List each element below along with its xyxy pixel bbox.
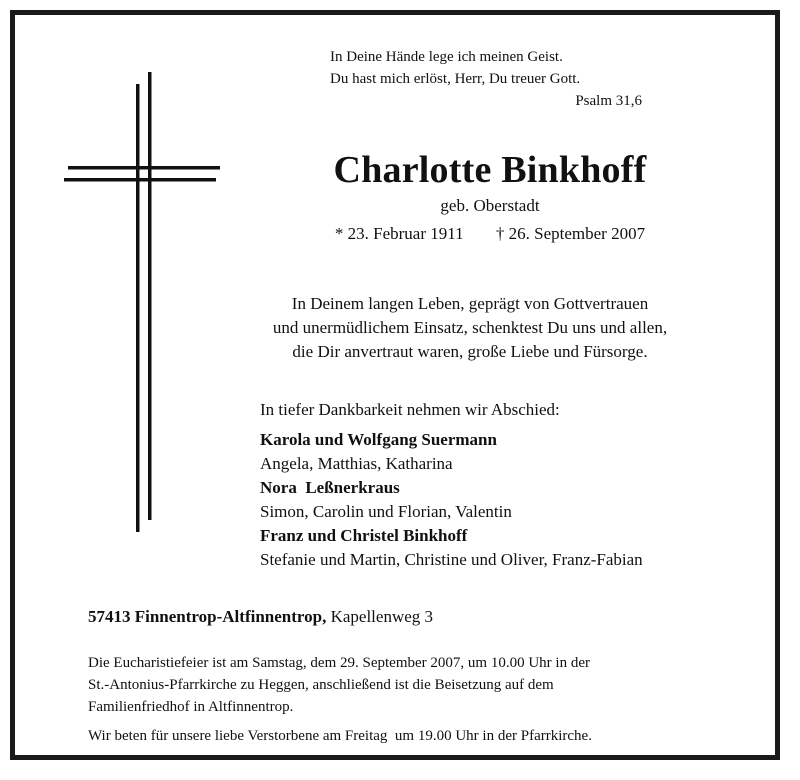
psalm-reference: Psalm 31,6 xyxy=(575,93,642,109)
tribute-line: In Deinem langen Leben, geprägt von Gottvertrauen xyxy=(291,294,649,313)
cross-icon xyxy=(60,60,230,540)
address-street: Kapellenweg 3 xyxy=(330,607,434,626)
tribute-text xyxy=(220,292,720,364)
service-line: St.-Antonius-Pfarrkirche zu Heggen, anschließend ist die Beisetzung auf dem xyxy=(88,677,554,693)
family-members: Angela, Matthias, Katharina xyxy=(260,454,453,473)
family-head: Karola und Wolfgang Suermann xyxy=(260,430,497,449)
family-members: Stefanie und Martin, Christine und Oliver, Franz-Fabian xyxy=(260,550,643,569)
death-date: † 26. September 2007 xyxy=(495,224,646,243)
tribute-line: die Dir anvertraut waren, große Liebe und Fürsorge. xyxy=(292,342,648,361)
mourners-list xyxy=(260,398,643,572)
psalm-line: In Deine Hände lege ich meinen Geist. xyxy=(330,49,563,65)
psalm-line: Du hast mich erlöst, Herr, Du treuer Gott. xyxy=(330,71,581,87)
life-dates xyxy=(300,224,680,244)
family-members: Simon, Carolin und Florian, Valentin xyxy=(260,502,512,521)
address-town: 57413 Finnentrop-Altfinnentrop, xyxy=(88,607,327,626)
service-line: Die Eucharistiefeier ist am Samstag, dem 29. September 2007, um 10.00 Uhr in der xyxy=(88,655,590,671)
birth-date: * 23. Februar 1911 xyxy=(334,224,464,243)
family-head: Nora Leßnerkraus xyxy=(260,478,400,497)
mourners-intro: In tiefer Dankbarkeit nehmen wir Abschied: xyxy=(260,400,560,419)
birth-name: geb. Oberstadt xyxy=(440,196,540,215)
family-head: Franz und Christel Binkhoff xyxy=(260,526,468,545)
psalm-quote xyxy=(330,46,642,112)
deceased-name: Charlotte Binkhoff xyxy=(333,149,647,191)
family-address xyxy=(88,607,433,627)
prayer-notice: Wir beten für unsere liebe Verstorbene am Freitag um 19.00 Uhr in der Pfarrkirche. xyxy=(88,728,592,744)
service-details xyxy=(88,652,748,718)
tribute-line: und unermüdlichem Einsatz, schenktest Du uns und allen, xyxy=(272,318,668,337)
service-line: Familienfriedhof in Altfinnentrop. xyxy=(88,699,294,715)
